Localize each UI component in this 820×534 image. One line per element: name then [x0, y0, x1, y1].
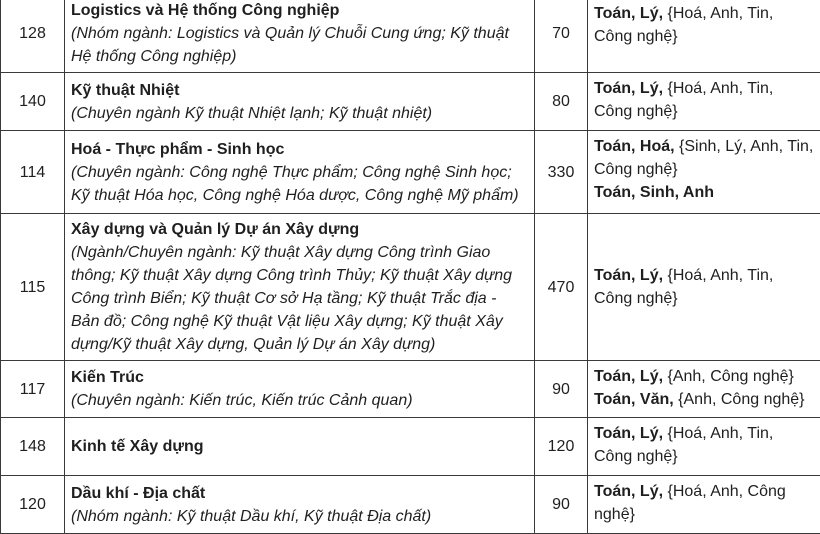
table-row	[1, 361, 820, 418]
subject-combos	[588, 0, 820, 73]
program-cell	[65, 361, 535, 418]
table-body	[1, 0, 820, 534]
subject-combos	[588, 131, 820, 214]
program-code: 117	[1, 361, 65, 418]
program-description: (Chuyên ngành: Kiến trúc, Kiến trúc Cảnh quan)	[71, 389, 526, 412]
subject-combo: Toán, Lý, {Anh, Công nghệ}	[594, 365, 816, 388]
program-cell	[65, 214, 535, 361]
program-code: 128	[1, 0, 65, 73]
subject-combos	[588, 418, 820, 476]
program-title: Hoá - Thực phẩm - Sinh học	[71, 138, 526, 161]
subject-combo: Toán, Sinh, Anh	[594, 181, 816, 204]
program-description: (Nhóm ngành: Logistics và Quản lý Chuỗi Cung ứng; Kỹ thuật Hệ thống Công nghiệp)	[71, 22, 526, 68]
subject-combo: Toán, Lý, {Hoá, Anh, Tin, Công nghệ}	[594, 2, 816, 48]
program-code: 114	[1, 131, 65, 214]
program-title: Kỹ thuật Nhiệt	[71, 79, 526, 102]
subject-combo: Toán, Hoá, {Sinh, Lý, Anh, Tin, Công nghệ}	[594, 135, 816, 181]
program-description: (Ngành/Chuyên ngành: Kỹ thuật Xây dựng Công trình Giao thông; Kỹ thuật Xây dựng Công trình Thủy; Kỹ thuật Xây dựng Công trình Biển; Kỹ thuật Cơ sở Hạ tầng; Kỹ thuật Trắc địa - Bản đồ; Công nghệ Kỹ thuật Vật liệu Xây dựng; Kỹ thuật Xây dựng/Kỹ thuật Xây dựng, Quản lý Dự án Xây dựng)	[71, 241, 526, 356]
subject-combos	[588, 361, 820, 418]
quota: 470	[535, 214, 588, 361]
program-cell	[65, 0, 535, 73]
program-description: (Chuyên ngành Kỹ thuật Nhiệt lạnh; Kỹ thuật nhiệt)	[71, 102, 526, 125]
subject-combos	[588, 73, 820, 131]
program-title: Kinh tế Xây dựng	[71, 435, 526, 458]
quota: 80	[535, 73, 588, 131]
program-title: Xây dựng và Quản lý Dự án Xây dựng	[71, 218, 526, 241]
quota: 330	[535, 131, 588, 214]
subject-combos	[588, 476, 820, 534]
table-row	[1, 214, 820, 361]
program-cell	[65, 418, 535, 476]
subject-combo: Toán, Văn, {Anh, Công nghệ}	[594, 388, 816, 411]
table-row	[1, 0, 820, 73]
program-description: (Chuyên ngành: Công nghệ Thực phẩm; Công nghệ Sinh học; Kỹ thuật Hóa học, Công nghệ Hóa dược, Công nghệ Mỹ phẩm)	[71, 161, 526, 207]
subject-combo: Toán, Lý, {Hoá, Anh, Tin, Công nghệ}	[594, 77, 816, 123]
program-title: Kiến Trúc	[71, 366, 526, 389]
program-cell	[65, 73, 535, 131]
program-code: 140	[1, 73, 65, 131]
subject-combo: Toán, Lý, {Hoá, Anh, Tin, Công nghệ}	[594, 264, 816, 310]
subject-combos	[588, 214, 820, 361]
subject-combo: Toán, Lý, {Hoá, Anh, Công nghệ}	[594, 480, 816, 526]
program-code: 115	[1, 214, 65, 361]
program-title: Dầu khí - Địa chất	[71, 482, 526, 505]
quota: 90	[535, 361, 588, 418]
program-title: Logistics và Hệ thống Công nghiệp	[71, 0, 526, 22]
quota: 90	[535, 476, 588, 534]
table-row	[1, 73, 820, 131]
quota: 120	[535, 418, 588, 476]
table-row	[1, 476, 820, 534]
subject-combo: Toán, Lý, {Hoá, Anh, Tin, Công nghệ}	[594, 422, 816, 468]
program-code: 120	[1, 476, 65, 534]
quota: 70	[535, 0, 588, 73]
table-row	[1, 418, 820, 476]
table-row	[1, 131, 820, 214]
program-cell	[65, 476, 535, 534]
program-description: (Nhóm ngành: Kỹ thuật Dầu khí, Kỹ thuật Địa chất)	[71, 505, 526, 528]
program-cell	[65, 131, 535, 214]
program-code: 148	[1, 418, 65, 476]
